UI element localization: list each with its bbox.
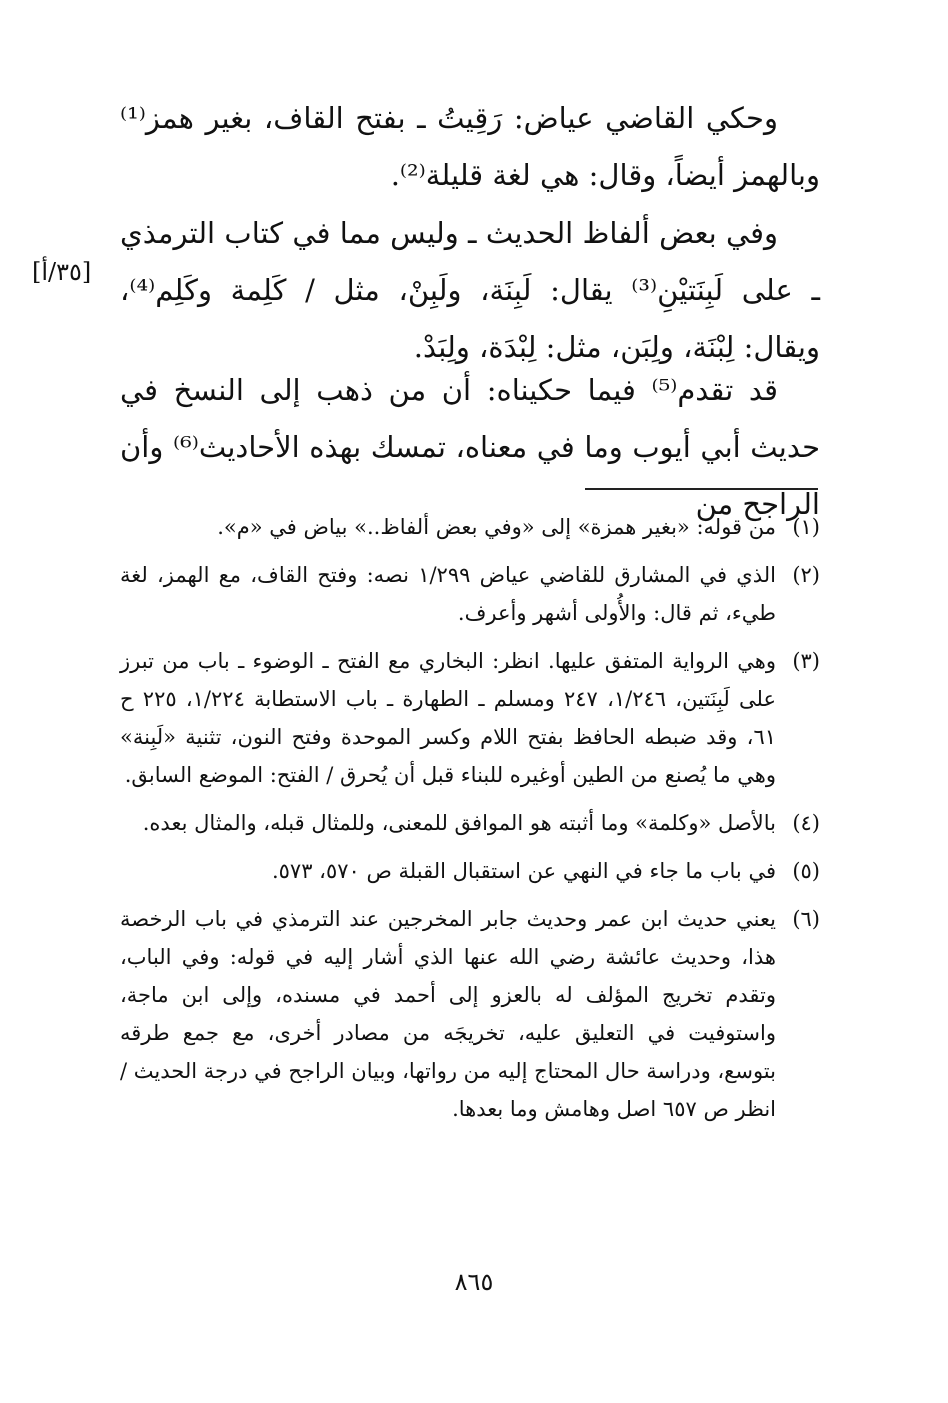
footnotes-section (120, 508, 820, 1138)
footnote-separator (585, 488, 818, 490)
footnote-text: وهي الرواية المتفق عليها. انظر: البخاري مع الفتح ـ الوضوء ـ باب من تبرز على لَبِنَتين، ١/٢٤٦، ٢٤٧ ومسلم ـ الطهارة ـ باب الاستطابة ١/٢٢٤، ٢٢٥ ح ٦١، وقد ضبطه الحافظ بفتح اللام وكسر الموحدة وفتح النون، تثنية «لَبِنة» وهي ما يُصنع من الطين أوغيره للبناء قبل أن يُحرق / الفتح: الموضع السابق. (120, 649, 777, 787)
footnote-4 (120, 804, 820, 842)
page-number: ٨٦٥ (454, 1268, 494, 1296)
manuscript-folio-marker: [٣٥/أ] (32, 258, 92, 286)
footnote-text: يعني حديث ابن عمر وحديث جابر المخرجين عند الترمذي في باب الرخصة هذا، وحديث عائشة رضي الله عنها الذي أشار إليه في قوله: وفي الباب، وتقدم تخريج المؤلف له بالعزو إلى أحمد في مسنده، وإلى ابن ماجة، واستوفيت في التعليق عليه، تخريجَه من مصادر أخرى، مع جمع طرقه بتوسع، ودراسة حال المحتاج إليه من رواتها، وبيان الراجح في درجة الحديث / انظر ص ٦٥٧ اصل وهامش وما بعدها. (120, 907, 776, 1121)
footnote-2 (120, 556, 820, 632)
footnote-number: (٢) (792, 563, 820, 587)
footnote-number: (٤) (792, 811, 820, 835)
footnote-number: (٣) (792, 649, 820, 673)
paragraph-text: قد تقدم⁽⁵⁾ فيما حكيناه: أن من ذهب إلى النسخ في حديث أبي أيوب وما في معناه، تمسك بهذه الأحاديث⁽⁶⁾ وأن الراجح من (120, 373, 821, 521)
footnote-text: بالأصل «وكلمة» وما أثبته هو الموافق للمعنى، وللمثال قبله، والمثال بعده. (142, 811, 776, 835)
footnote-number: (٦) (792, 907, 820, 931)
footnote-3 (120, 642, 820, 794)
footnote-1 (120, 508, 820, 546)
paragraph-text: وفي بعض ألفاظ الحديث ـ وليس مما في كتاب الترمذي ـ على لَبِنَتيْنِ⁽³⁾ يقال: لَبِنَة، ولَبِنْ، مثل / كَلِمة وكَلِم⁽⁴⁾، ويقال: لِبْنَة، ولِبَن، مثل: لِبْدَة، ولِبَدْ. (120, 216, 820, 364)
footnote-6 (120, 900, 820, 1128)
body-paragraph-2 (120, 205, 820, 376)
footnote-5 (120, 852, 820, 890)
footnote-number: (١) (792, 515, 820, 539)
paragraph-text: وحكي القاضي عياض: رَقِيتُ ـ بفتح القاف، بغير همز⁽¹⁾ وبالهمز أيضاً، وقال: هي لغة قليلة⁽²⁾. (120, 101, 820, 192)
footnote-number: (٥) (792, 859, 820, 883)
footnote-text: من قوله: «بغير همزة» إلى «وفي بعض ألفاظ..» بياض في «م». (217, 515, 776, 539)
body-paragraph-1 (120, 90, 820, 204)
footnote-text: في باب ما جاء في النهي عن استقبال القبلة ص ٥٧٠، ٥٧٣. (271, 859, 776, 883)
footnote-text: الذي في المشارق للقاضي عياض ١/٢٩٩ نصه: وفتح القاف، مع الهمز، لغة طيء، ثم قال: والأُولى أشهر وأعرف. (120, 563, 776, 625)
